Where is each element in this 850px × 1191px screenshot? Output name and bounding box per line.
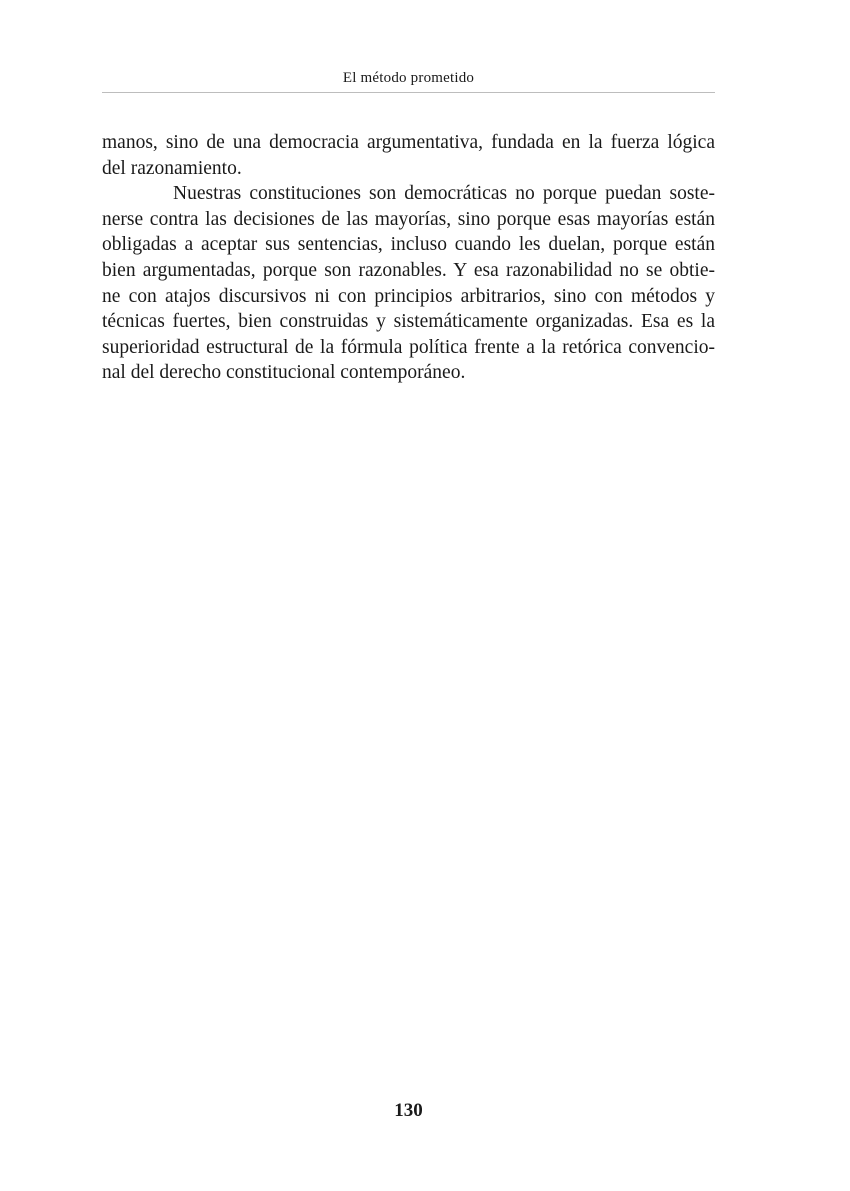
text-line: ne con atajos discursivos ni con principios arbitrarios, sino con métodos y [102, 285, 715, 307]
text-line: nerse contra las decisiones de las mayorías, sino porque esas mayorías están [102, 208, 715, 230]
text-line: del razonamiento. [102, 157, 242, 179]
text-line: nal del derecho constitucional contemporáneo. [102, 362, 466, 384]
text-line: bien argumentadas, porque son razonables. Y esa razonabilidad no se obtie- [102, 259, 715, 281]
text-line: superioridad estructural de la fórmula política frente a la retórica convencio- [102, 336, 715, 358]
header-divider [102, 92, 715, 93]
page-number: 130 [394, 1100, 423, 1121]
body-text [102, 130, 715, 386]
text-line: manos, sino de una democracia argumentativa, fundada en la fuerza lógica [102, 132, 715, 153]
text-line: técnicas fuertes, bien construidas y sistemáticamente organizadas. Esa es la [102, 311, 715, 333]
paragraph [102, 181, 715, 386]
paragraph-continuation [102, 130, 715, 181]
running-header-title: El método prometido [342, 70, 475, 86]
text-line: Nuestras constituciones son democráticas no porque puedan soste- [173, 183, 715, 205]
text-line: obligadas a aceptar sus sentencias, incluso cuando les duelan, porque están [102, 234, 715, 256]
